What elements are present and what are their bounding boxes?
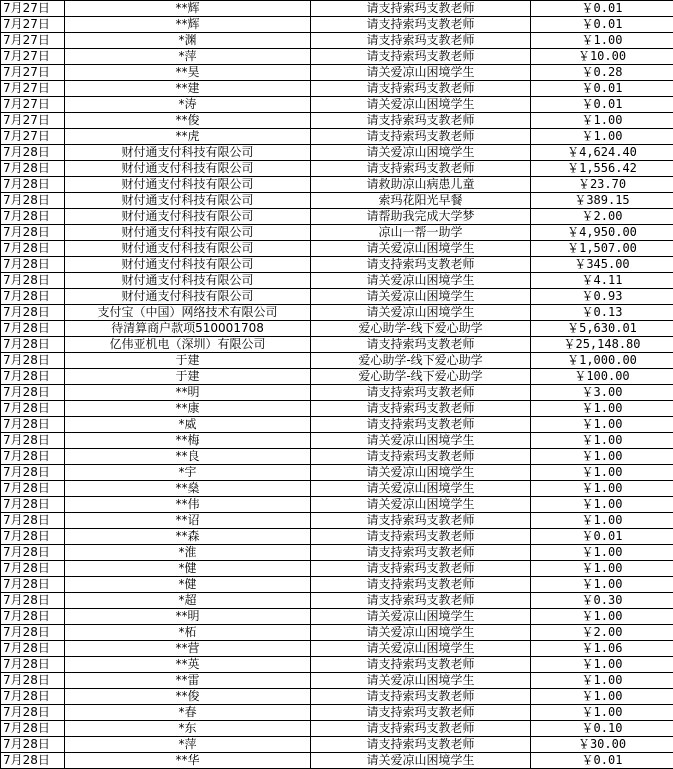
table-row xyxy=(1,337,673,353)
donor-cell: 财付通支付科技有限公司 xyxy=(65,289,311,305)
amount-cell: ￥100.00 xyxy=(531,369,673,385)
project-cell: 索玛花阳光早餐 xyxy=(311,193,531,209)
date-cell: 7月28日 xyxy=(1,705,65,721)
amount-cell: ￥1.00 xyxy=(531,545,673,561)
project-cell: 请支持索玛支教老师 xyxy=(311,593,531,609)
project-cell: 请关爱凉山困境学生 xyxy=(311,305,531,321)
date-cell: 7月28日 xyxy=(1,449,65,465)
date-cell: 7月28日 xyxy=(1,145,65,161)
donor-cell: **英 xyxy=(65,657,311,673)
project-cell: 请支持索玛支教老师 xyxy=(311,49,531,65)
table-row xyxy=(1,369,673,385)
table-row xyxy=(1,657,673,673)
donor-cell: **伟 xyxy=(65,497,311,513)
project-cell: 请支持索玛支教老师 xyxy=(311,1,531,17)
donor-cell: *威 xyxy=(65,417,311,433)
donor-cell: **梅 xyxy=(65,433,311,449)
amount-cell: ￥0.13 xyxy=(531,305,673,321)
donor-cell: **良 xyxy=(65,449,311,465)
amount-cell: ￥3.00 xyxy=(531,385,673,401)
table-row xyxy=(1,241,673,257)
table-row xyxy=(1,689,673,705)
amount-cell: ￥0.01 xyxy=(531,753,673,769)
amount-cell: ￥0.01 xyxy=(531,1,673,17)
project-cell: 请支持索玛支教老师 xyxy=(311,721,531,737)
amount-cell: ￥1.00 xyxy=(531,689,673,705)
date-cell: 7月27日 xyxy=(1,17,65,33)
table-row xyxy=(1,305,673,321)
project-cell: 请关爱凉山困境学生 xyxy=(311,289,531,305)
table-row xyxy=(1,273,673,289)
table-row xyxy=(1,705,673,721)
amount-cell: ￥1.00 xyxy=(531,401,673,417)
date-cell: 7月27日 xyxy=(1,113,65,129)
amount-cell: ￥1.00 xyxy=(531,561,673,577)
donor-cell: *萍 xyxy=(65,49,311,65)
project-cell: 请支持索玛支教老师 xyxy=(311,577,531,593)
table-row xyxy=(1,641,673,657)
project-cell: 请支持索玛支教老师 xyxy=(311,545,531,561)
table-row xyxy=(1,465,673,481)
date-cell: 7月28日 xyxy=(1,561,65,577)
donor-cell: **华 xyxy=(65,753,311,769)
table-row xyxy=(1,97,673,113)
amount-cell: ￥0.01 xyxy=(531,81,673,97)
table-row xyxy=(1,513,673,529)
date-cell: 7月28日 xyxy=(1,257,65,273)
donor-cell: **明 xyxy=(65,385,311,401)
donor-cell: 财付通支付科技有限公司 xyxy=(65,273,311,289)
project-cell: 请关爱凉山困境学生 xyxy=(311,481,531,497)
table-row xyxy=(1,81,673,97)
date-cell: 7月28日 xyxy=(1,673,65,689)
donor-cell: **虎 xyxy=(65,129,311,145)
date-cell: 7月28日 xyxy=(1,625,65,641)
donor-cell: **俊 xyxy=(65,689,311,705)
donation-table-body xyxy=(1,1,673,769)
table-row xyxy=(1,529,673,545)
donor-cell: 财付通支付科技有限公司 xyxy=(65,145,311,161)
amount-cell: ￥1.06 xyxy=(531,641,673,657)
date-cell: 7月27日 xyxy=(1,81,65,97)
project-cell: 请支持索玛支教老师 xyxy=(311,737,531,753)
table-row xyxy=(1,417,673,433)
amount-cell: ￥0.30 xyxy=(531,593,673,609)
donor-cell: **俊 xyxy=(65,113,311,129)
project-cell: 请关爱凉山困境学生 xyxy=(311,673,531,689)
date-cell: 7月27日 xyxy=(1,49,65,65)
project-cell: 请关爱凉山困境学生 xyxy=(311,241,531,257)
amount-cell: ￥1.00 xyxy=(531,417,673,433)
date-cell: 7月27日 xyxy=(1,65,65,81)
table-row xyxy=(1,625,673,641)
date-cell: 7月28日 xyxy=(1,177,65,193)
donor-cell: *健 xyxy=(65,561,311,577)
amount-cell: ￥10.00 xyxy=(531,49,673,65)
date-cell: 7月28日 xyxy=(1,721,65,737)
amount-cell: ￥1.00 xyxy=(531,433,673,449)
amount-cell: ￥1.00 xyxy=(531,673,673,689)
table-row xyxy=(1,65,673,81)
date-cell: 7月28日 xyxy=(1,305,65,321)
amount-cell: ￥0.01 xyxy=(531,529,673,545)
date-cell: 7月28日 xyxy=(1,401,65,417)
amount-cell: ￥1.00 xyxy=(531,465,673,481)
donor-cell: **昊 xyxy=(65,65,311,81)
donor-cell: *东 xyxy=(65,721,311,737)
donor-cell: 于建 xyxy=(65,353,311,369)
project-cell: 请支持索玛支教老师 xyxy=(311,129,531,145)
date-cell: 7月27日 xyxy=(1,97,65,113)
donor-cell: *宇 xyxy=(65,465,311,481)
donor-cell: 支付宝（中国）网络技术有限公司 xyxy=(65,305,311,321)
table-row xyxy=(1,193,673,209)
project-cell: 请关爱凉山困境学生 xyxy=(311,433,531,449)
donor-cell: 财付通支付科技有限公司 xyxy=(65,257,311,273)
table-row xyxy=(1,49,673,65)
project-cell: 请关爱凉山困境学生 xyxy=(311,625,531,641)
project-cell: 请关爱凉山困境学生 xyxy=(311,497,531,513)
amount-cell: ￥0.01 xyxy=(531,17,673,33)
donor-cell: 财付通支付科技有限公司 xyxy=(65,177,311,193)
project-cell: 请支持索玛支教老师 xyxy=(311,113,531,129)
date-cell: 7月28日 xyxy=(1,497,65,513)
donor-cell: **辉 xyxy=(65,17,311,33)
donor-cell: 财付通支付科技有限公司 xyxy=(65,193,311,209)
amount-cell: ￥1.00 xyxy=(531,481,673,497)
donor-cell: 于建 xyxy=(65,369,311,385)
table-row xyxy=(1,17,673,33)
amount-cell: ￥0.10 xyxy=(531,721,673,737)
date-cell: 7月28日 xyxy=(1,577,65,593)
donor-cell: *萍 xyxy=(65,737,311,753)
date-cell: 7月28日 xyxy=(1,321,65,337)
date-cell: 7月28日 xyxy=(1,241,65,257)
project-cell: 请帮助我完成大学梦 xyxy=(311,209,531,225)
date-cell: 7月28日 xyxy=(1,609,65,625)
amount-cell: ￥5,630.01 xyxy=(531,321,673,337)
project-cell: 请支持索玛支教老师 xyxy=(311,257,531,273)
table-row xyxy=(1,209,673,225)
amount-cell: ￥4,950.00 xyxy=(531,225,673,241)
date-cell: 7月27日 xyxy=(1,33,65,49)
table-row xyxy=(1,753,673,769)
donor-cell: *健 xyxy=(65,577,311,593)
donor-cell: **诏 xyxy=(65,513,311,529)
project-cell: 请支持索玛支教老师 xyxy=(311,529,531,545)
project-cell: 请支持索玛支教老师 xyxy=(311,417,531,433)
amount-cell: ￥1.00 xyxy=(531,33,673,49)
project-cell: 请支持索玛支教老师 xyxy=(311,161,531,177)
table-row xyxy=(1,609,673,625)
project-cell: 爱心助学-线下爱心助学 xyxy=(311,369,531,385)
table-row xyxy=(1,737,673,753)
date-cell: 7月28日 xyxy=(1,529,65,545)
donor-cell: 财付通支付科技有限公司 xyxy=(65,161,311,177)
amount-cell: ￥0.93 xyxy=(531,289,673,305)
project-cell: 请支持索玛支教老师 xyxy=(311,657,531,673)
donor-cell: 财付通支付科技有限公司 xyxy=(65,209,311,225)
date-cell: 7月28日 xyxy=(1,433,65,449)
table-row xyxy=(1,113,673,129)
donor-cell: 财付通支付科技有限公司 xyxy=(65,225,311,241)
donor-cell: **建 xyxy=(65,81,311,97)
project-cell: 请支持索玛支教老师 xyxy=(311,689,531,705)
date-cell: 7月28日 xyxy=(1,737,65,753)
project-cell: 请支持索玛支教老师 xyxy=(311,513,531,529)
table-row xyxy=(1,33,673,49)
project-cell: 请支持索玛支教老师 xyxy=(311,385,531,401)
amount-cell: ￥1.00 xyxy=(531,657,673,673)
project-cell: 请关爱凉山困境学生 xyxy=(311,465,531,481)
donor-cell: **康 xyxy=(65,401,311,417)
amount-cell: ￥1.00 xyxy=(531,449,673,465)
donor-cell: **雷 xyxy=(65,673,311,689)
date-cell: 7月28日 xyxy=(1,369,65,385)
date-cell: 7月28日 xyxy=(1,193,65,209)
table-row xyxy=(1,145,673,161)
date-cell: 7月28日 xyxy=(1,689,65,705)
amount-cell: ￥1.00 xyxy=(531,497,673,513)
project-cell: 请支持索玛支教老师 xyxy=(311,337,531,353)
amount-cell: ￥1,000.00 xyxy=(531,353,673,369)
project-cell: 请支持索玛支教老师 xyxy=(311,81,531,97)
table-row xyxy=(1,353,673,369)
amount-cell: ￥1,507.00 xyxy=(531,241,673,257)
table-row xyxy=(1,1,673,17)
date-cell: 7月28日 xyxy=(1,753,65,769)
donor-cell: *渊 xyxy=(65,33,311,49)
donor-cell: 亿伟亚机电（深圳）有限公司 xyxy=(65,337,311,353)
amount-cell: ￥1,556.42 xyxy=(531,161,673,177)
project-cell: 请支持索玛支教老师 xyxy=(311,401,531,417)
donor-cell: **燊 xyxy=(65,481,311,497)
project-cell: 请支持索玛支教老师 xyxy=(311,449,531,465)
table-row xyxy=(1,561,673,577)
table-row xyxy=(1,289,673,305)
project-cell: 请关爱凉山困境学生 xyxy=(311,753,531,769)
date-cell: 7月28日 xyxy=(1,209,65,225)
table-row xyxy=(1,721,673,737)
amount-cell: ￥4.11 xyxy=(531,273,673,289)
table-row xyxy=(1,161,673,177)
project-cell: 请支持索玛支教老师 xyxy=(311,33,531,49)
amount-cell: ￥0.01 xyxy=(531,97,673,113)
table-row xyxy=(1,225,673,241)
project-cell: 请支持索玛支教老师 xyxy=(311,705,531,721)
donor-cell: 财付通支付科技有限公司 xyxy=(65,241,311,257)
table-row xyxy=(1,433,673,449)
date-cell: 7月28日 xyxy=(1,337,65,353)
table-row xyxy=(1,481,673,497)
table-row xyxy=(1,257,673,273)
amount-cell: ￥0.28 xyxy=(531,65,673,81)
date-cell: 7月28日 xyxy=(1,289,65,305)
table-row xyxy=(1,177,673,193)
project-cell: 请关爱凉山困境学生 xyxy=(311,641,531,657)
project-cell: 爱心助学-线下爱心助学 xyxy=(311,353,531,369)
donor-cell: **明 xyxy=(65,609,311,625)
table-row xyxy=(1,673,673,689)
donor-cell: *淮 xyxy=(65,545,311,561)
table-row xyxy=(1,321,673,337)
donor-cell: **营 xyxy=(65,641,311,657)
amount-cell: ￥345.00 xyxy=(531,257,673,273)
project-cell: 请支持索玛支教老师 xyxy=(311,17,531,33)
amount-cell: ￥1.00 xyxy=(531,513,673,529)
date-cell: 7月28日 xyxy=(1,385,65,401)
date-cell: 7月28日 xyxy=(1,513,65,529)
donor-cell: *春 xyxy=(65,705,311,721)
date-cell: 7月27日 xyxy=(1,129,65,145)
amount-cell: ￥2.00 xyxy=(531,625,673,641)
donor-cell: 待清算商户款项510001708 xyxy=(65,321,311,337)
table-row xyxy=(1,401,673,417)
project-cell: 凉山一帮一助学 xyxy=(311,225,531,241)
date-cell: 7月28日 xyxy=(1,657,65,673)
date-cell: 7月28日 xyxy=(1,417,65,433)
amount-cell: ￥1.00 xyxy=(531,609,673,625)
table-row xyxy=(1,577,673,593)
project-cell: 请关爱凉山困境学生 xyxy=(311,97,531,113)
date-cell: 7月28日 xyxy=(1,481,65,497)
project-cell: 爱心助学-线下爱心助学 xyxy=(311,321,531,337)
amount-cell: ￥2.00 xyxy=(531,209,673,225)
table-row xyxy=(1,497,673,513)
table-row xyxy=(1,129,673,145)
date-cell: 7月28日 xyxy=(1,641,65,657)
date-cell: 7月28日 xyxy=(1,465,65,481)
project-cell: 请关爱凉山困境学生 xyxy=(311,609,531,625)
amount-cell: ￥25,148.80 xyxy=(531,337,673,353)
donor-cell: *涛 xyxy=(65,97,311,113)
donor-cell: **森 xyxy=(65,529,311,545)
table-row xyxy=(1,593,673,609)
project-cell: 请关爱凉山困境学生 xyxy=(311,65,531,81)
date-cell: 7月28日 xyxy=(1,161,65,177)
date-cell: 7月28日 xyxy=(1,273,65,289)
project-cell: 请关爱凉山困境学生 xyxy=(311,273,531,289)
amount-cell: ￥389.15 xyxy=(531,193,673,209)
amount-cell: ￥30.00 xyxy=(531,737,673,753)
project-cell: 请救助凉山病患儿童 xyxy=(311,177,531,193)
project-cell: 请关爱凉山困境学生 xyxy=(311,145,531,161)
date-cell: 7月28日 xyxy=(1,593,65,609)
project-cell: 请支持索玛支教老师 xyxy=(311,561,531,577)
amount-cell: ￥4,624.40 xyxy=(531,145,673,161)
amount-cell: ￥1.00 xyxy=(531,705,673,721)
amount-cell: ￥1.00 xyxy=(531,113,673,129)
date-cell: 7月27日 xyxy=(1,1,65,17)
amount-cell: ￥1.00 xyxy=(531,577,673,593)
donor-cell: **辉 xyxy=(65,1,311,17)
date-cell: 7月28日 xyxy=(1,225,65,241)
amount-cell: ￥1.00 xyxy=(531,129,673,145)
date-cell: 7月28日 xyxy=(1,353,65,369)
table-row xyxy=(1,385,673,401)
amount-cell: ￥23.70 xyxy=(531,177,673,193)
date-cell: 7月28日 xyxy=(1,545,65,561)
donor-cell: *超 xyxy=(65,593,311,609)
table-row xyxy=(1,545,673,561)
donor-cell: *柘 xyxy=(65,625,311,641)
table-row xyxy=(1,449,673,465)
